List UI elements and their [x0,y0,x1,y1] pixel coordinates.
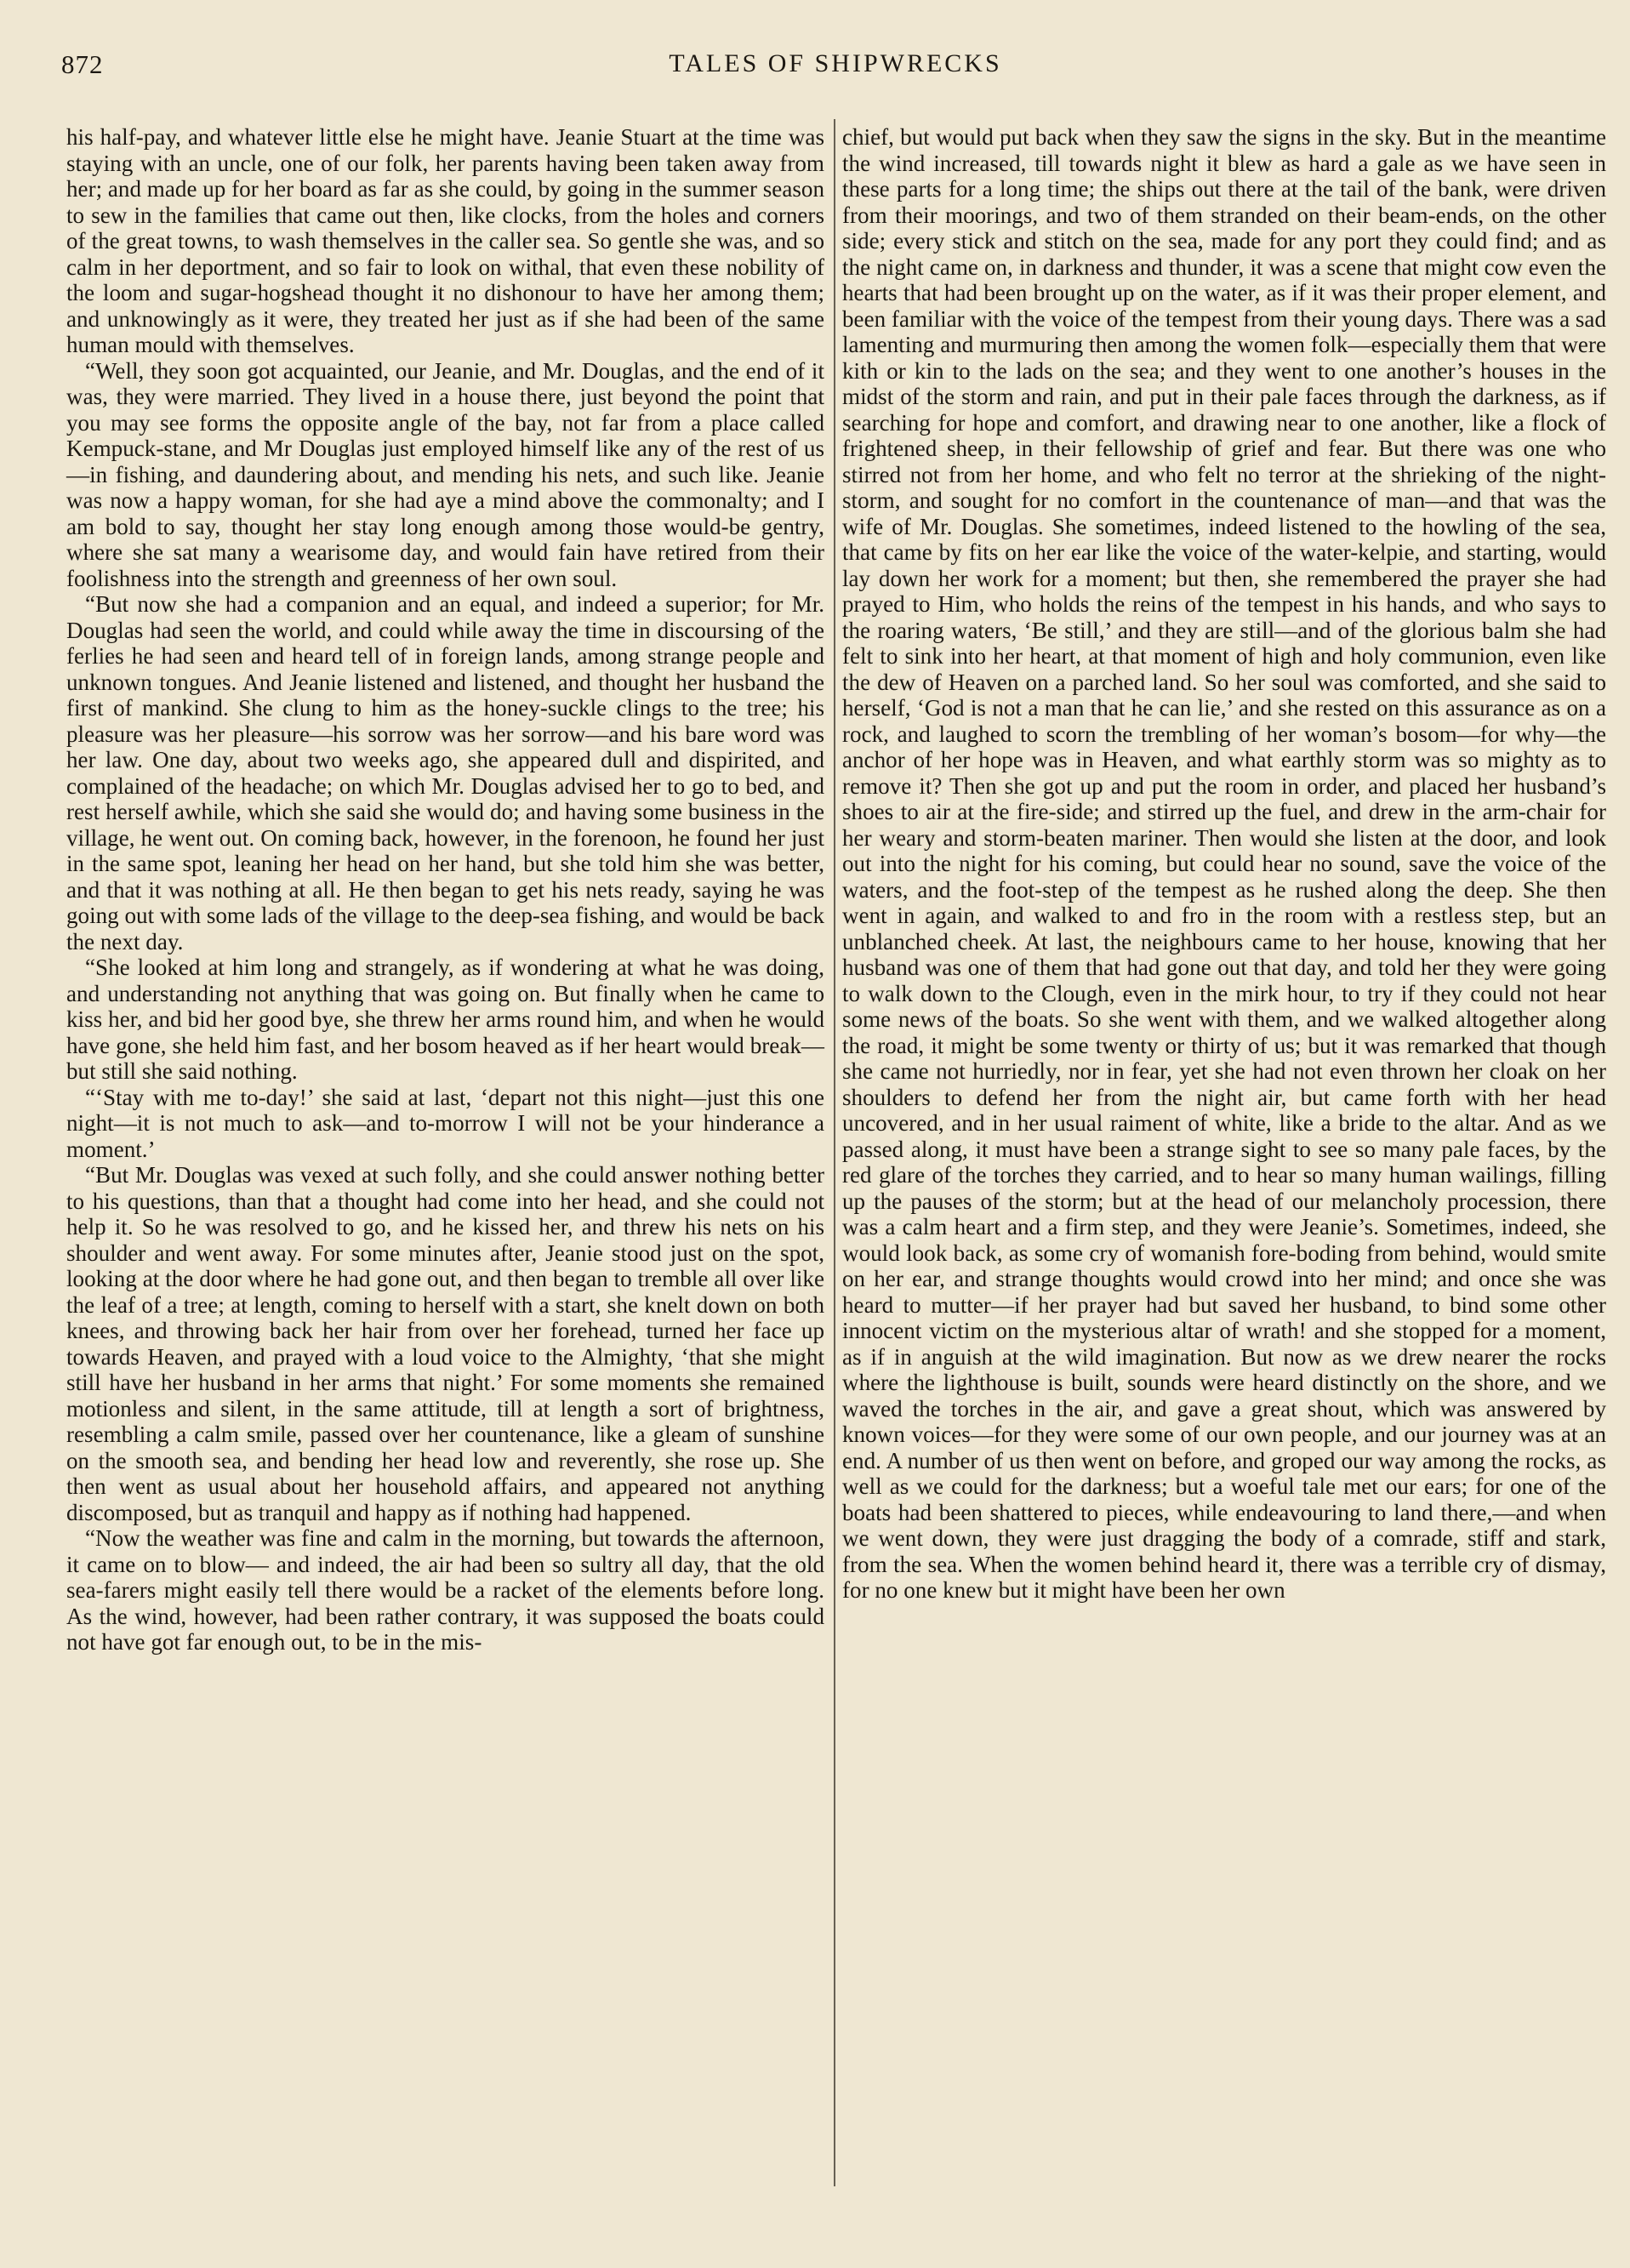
page-header [61,49,1610,83]
right-column [842,124,1606,1604]
paragraph: chief, but would put back when they saw the signs in the sky. But in the meantime the wind increased, till towards night it blew as hard a gale as we have seen in these parts for a long time; the ships out there at the tail of the bank, were driven from their moorings, and two of them stranded on their beam-ends, on the other side; every stick and stitch on the sea, made for any port they could find; and as the night came on, in darkness and thunder, it was a scene that might cow even the hearts that had been brought up on the water, as if it was their proper element, and been familiar with the voice of the tempest from their young days. There was a sad lamenting and murmuring then among the women folk—especially them that were kith or kin to the lads on the sea; and they went to one another’s houses in the midst of the storm and rain, and put in their pale faces through the darkness, as if searching for hope and comfort, and drawing near to one another, like a flock of frightened sheep, in their fellowship of grief and fear. But there was one who stirred not from her home, and who felt no terror at the shrieking of the night-storm, and sought for no comfort in the countenance of man—and that was the wife of Mr. Douglas. She sometimes, indeed listened to the howling of the sea, that came by fits on her ear like the voice of the water-kelpie, and starting, would lay down her work for a moment; but then, she remembered the prayer she had prayed to Him, who holds the reins of the tempest in his hands, and who says to the roaring waters, ‘Be still,’ and they are still—and of the glorious balm she had felt to sink into her heart, at that moment of high and holy communion, even like the dew of Heaven on a parched land. So her soul was comforted, and she said to herself, ‘God is not a man that he can lie,’ and she rested on this assurance as on a rock, and laughed to scorn the trembling of her woman’s bosom—for why—the anchor of her hope was in Heaven, and what earthly storm was so mighty as to remove it? Then she got up and put the room in order, and placed her husband’s shoes to air at the fire-side; and stirred up the fuel, and drew in the arm-chair for her weary and storm-beaten mariner. Then would she listen at the door, and look out into the night for his coming, but could hear no sound, save the voice of the waters, and the foot-step of the tempest as he rushed along the deep. She then went in again, and walked to and fro in the room with a restless step, but an unblanched cheek. At last, the neighbours came to her house, knowing that her husband was one of them that had gone out that day, and told her they were going to walk down to the Clough, even in the mirk hour, to try if they could not hear some news of the boats. So she went with them, and we walked altogether along the road, it might be some twenty or thirty of us; but it was remarked that though she came not hurriedly, nor in fear, yet she had not even thrown her cloak on her shoulders to defend her from the night air, but came forth with her head uncovered, and in her usual raiment of white, like a bride to the altar. And as we passed along, it must have been a strange sight to see so many pale faces, by the red glare of the torches they carried, and to hear so many human wailings, filling up the pauses of the storm; but at the head of our melancholy procession, there was a calm heart and a firm step, and they were Jeanie’s. Sometimes, indeed, she would look back, as some cry of womanish fore-boding from behind, would smite on her ear, and strange thoughts would crowd into her mind; and once she was heard to mutter—if her prayer had but saved her husband, to bind some other innocent victim on the mysterious altar of wrath! and she stopped for a moment, as if in anguish at the wild imagination. But now as we drew nearer the rocks where the lighthouse is built, sounds were heard distinctly on the shore, and we waved the torches in the air, and gave a great shout, which was answered by known voices—for they were some of our own people, and our journey was at an end. A number of us then went on before, and groped our way among the rocks, as well as we could for the darkness; but a woeful tale met our ears; for one of the boats had been shattered to pieces, while endeavouring to land there,—and when we went down, they were just dragging the body of a comrade, stiff and stark, from the sea. When the women behind heard it, there was a terrible cry of dismay, for no one knew but it might have been her own [842,124,1606,1603]
paragraph: “But now she had a companion and an equal, and indeed a superior; for Mr. Douglas had seen the world, and could while away the time in discoursing of the ferlies he had seen and heard tell of in foreign lands, among strange people and unknown tongues. And Jeanie listened and listened, and thought her husband the first of mankind. She clung to him as the honey-suckle clings to the tree; his pleasure was her pleasure—his sorrow was her sorrow—and his bare word was her law. One day, about two weeks ago, she appeared dull and dispirited, and complained of the headache; on which Mr. Douglas advised her to go to bed, and rest herself awhile, which she said she would do; and having some business in the village, he went out. On coming back, however, in the forenoon, he found her just in the same spot, leaning her head on her hand, but she told him she was better, and that it was nothing at all. He then began to get his nets ready, saying he was going out with some lads of the village to the deep-sea fishing, and would be back the next day. [66,591,824,954]
paragraph: his half-pay, and whatever little else he might have. Jeanie Stuart at the time was staying with an uncle, one of our folk, her parents having been taken away from her; and made up for her board as far as she could, by going in the summer season to sew in the families that came out then, like clocks, from the holes and corners of the great towns, to wash themselves in the caller sea. So gentle she was, and so calm in her deportment, and so fair to look on withal, that even these nobility of the loom and sugar-hogshead thought it no dishonour to have her among them; and unknowingly as it were, they treated her just as if she had been of the same human mould with themselves. [66,124,824,357]
paragraph: “She looked at him long and strangely, as if wondering at what he was doing, and understanding not anything that was going on. But finally when he came to kiss her, and bid her good bye, she threw her arms round him, and when he would have gone, she held him fast, and her bosom heaved as if her heart would break—but still she said nothing. [66,954,824,1084]
paragraph: “‘Stay with me to-day!’ she said at last, ‘depart not this night—just this one night—it is not much to ask—and to-morrow I will not be your hinderance a moment.’ [66,1084,824,1162]
page-number: 872 [61,49,104,79]
paragraph: “But Mr. Douglas was vexed at such folly, and she could answer nothing better to his questions, than that a thought had come into her head, and she could not help it. So he was resolved to go, and he kissed her, and threw his nets on his shoulder and went away. For some minutes after, Jeanie stood just on the spot, looking at the door where he had gone out, and then began to tremble all over like the leaf of a tree; at length, coming to herself with a start, she knelt down on both knees, and throwing back her hair from over her forehead, turned her face up towards Heaven, and prayed with a loud voice to the Almighty, ‘that she might still have her husband in her arms that night.’ For some moments she remained motionless and silent, in the same attitude, till at length a sort of brightness, resembling a calm smile, passed over her countenance, like a gleam of sunshine on the smooth sea, and bending her head low and reverently, she rose up. She then went as usual about her household affairs, and appeared not anything discomposed, but as tranquil and happy as if nothing had happened. [66,1162,824,1525]
column-divider [834,119,835,2186]
paragraph: “Now the weather was fine and calm in the morning, but towards the afternoon, it came on to blow— and indeed, the air had been so sultry all day, that the old sea-farers might easily tell there would be a racket of the elements before long. As the wind, however, had been rather contrary, it was supposed the boats could not have got far enough out, to be in the mis- [66,1525,824,1655]
left-column [66,124,824,1655]
paragraph: “Well, they soon got acquainted, our Jeanie, and Mr. Douglas, and the end of it was, they were married. They lived in a house there, just beyond the point that you may see forms the opposite angle of the bay, not far from a place called Kempuck-stane, and Mr Douglas just employed himself like any of the rest of us—in fishing, and daundering about, and mending his nets, and such like. Jeanie was now a happy woman, for she had aye a mind above the commonalty; and I am bold to say, thought her stay long enough among those would-be gentry, where she sat many a wearisome day, and would fain have retired from their foolishness into the strength and greenness of her own soul. [66,357,824,591]
running-title: TALES OF SHIPWRECKS [669,49,1002,77]
